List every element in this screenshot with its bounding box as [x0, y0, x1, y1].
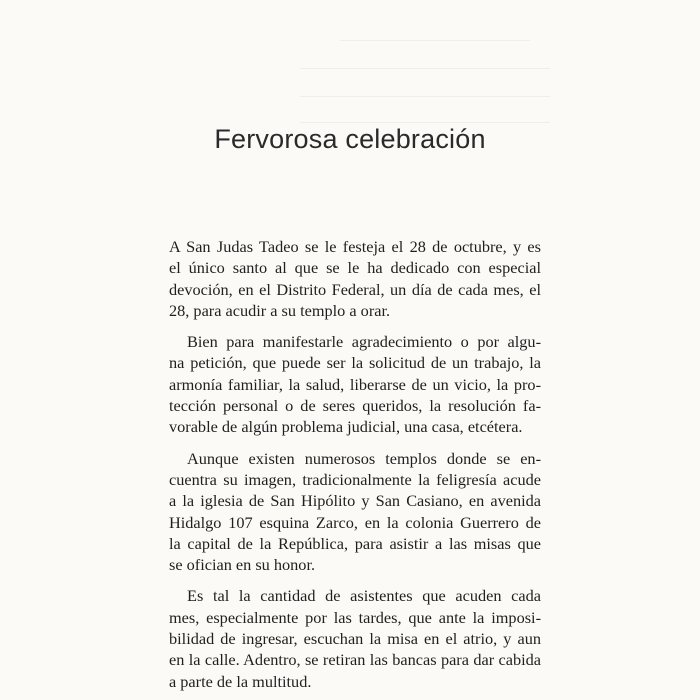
text-line: a la iglesia de San Hipólito y San Casiano, en avenida	[169, 491, 541, 511]
text-line: Es tal la cantidad de asistentes que acuden cada	[187, 586, 541, 606]
body-text	[169, 236, 541, 700]
paragraph-4	[169, 585, 541, 691]
text-line: la capital de la República, para asistir a las misas que	[169, 533, 541, 553]
paragraph-2	[169, 331, 541, 437]
chapter-title: Fervorosa celebración	[214, 124, 486, 154]
text-line: na petición, que puede ser la solicitud de un trabajo, la	[169, 353, 541, 373]
show-through-line	[300, 96, 550, 97]
text-line: Aunque existen numerosos templos donde se en-	[187, 448, 541, 468]
text-line: Hidalgo 107 esquina Zarco, en la colonia Guerrero de	[169, 512, 541, 532]
paragraph-1	[169, 236, 541, 321]
text-line: vorable de algún problema judicial, una casa, etcétera.	[169, 417, 523, 437]
text-line: bilidad de ingresar, escuchan la misa en el atrio, y aun	[169, 629, 541, 649]
text-line: A San Judas Tadeo se le festeja el 28 de octubre, y es	[169, 237, 541, 256]
show-through-line	[300, 68, 550, 69]
text-line: armonía familiar, la salud, liberarse de un vicio, la pro-	[169, 374, 541, 394]
text-line: en la calle. Adentro, se retiran las bancas para dar cabida	[169, 650, 541, 670]
text-line: cuentra su imagen, tradicionalmente la feligresía acude	[169, 469, 541, 489]
text-line: se ofician en su honor.	[169, 555, 316, 575]
show-through-line	[300, 122, 550, 123]
text-line: mes, especialmente por las tardes, que ante la imposi-	[169, 607, 541, 627]
show-through-line	[340, 40, 530, 41]
text-line: a parte de la multitud.	[169, 671, 312, 691]
text-line: 28, para acudir a su templo a orar.	[169, 300, 391, 320]
paragraph-3	[169, 448, 541, 576]
text-line: Bien para manifestarle agradecimiento o por algu-	[187, 332, 541, 352]
text-line: tección personal o de seres queridos, la resolución fa-	[169, 396, 541, 416]
text-line: devoción, en el Distrito Federal, un día de cada mes, el	[169, 279, 541, 299]
text-line: el único santo al que se le ha dedicado con especial	[169, 258, 541, 278]
